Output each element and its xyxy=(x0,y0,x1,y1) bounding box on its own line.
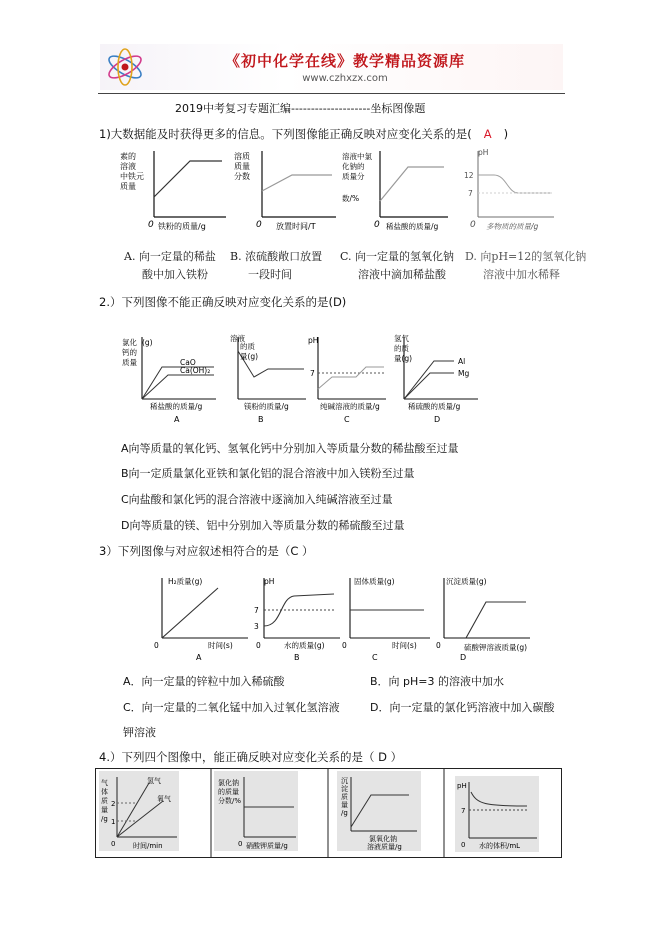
q3-option-b: B．向 pH=3 的溶液中加水 xyxy=(370,675,505,688)
origin: 0 xyxy=(256,220,262,230)
curve xyxy=(478,175,552,193)
origin: 0 xyxy=(111,840,116,848)
curve-al xyxy=(404,361,454,399)
curve xyxy=(466,602,526,638)
x-label: 多物质的质量/g xyxy=(486,222,539,231)
y-label-1: 氯化钠 xyxy=(218,779,239,787)
curve-label-caoh2: Ca(OH)₂ xyxy=(180,366,211,375)
curve-label-mg: Mg xyxy=(458,369,470,378)
y-label-3: 质量分 xyxy=(342,172,365,181)
origin: 0 xyxy=(256,641,261,650)
curve xyxy=(162,588,218,638)
curve-label-al: Al xyxy=(458,357,466,366)
x-label: 时间/min xyxy=(133,842,163,850)
curve-label-cao: CaO xyxy=(180,358,196,367)
q3-option-c: C．向一定量的二氧化锰中加入过氧化氢溶液 xyxy=(123,701,340,714)
y-label-3: 分数 xyxy=(234,172,250,181)
y-label-2: 淀 xyxy=(341,785,348,793)
graph-letter: D xyxy=(460,653,467,662)
q4-graph-c xyxy=(337,771,421,851)
origin: 0 xyxy=(148,220,154,230)
y-label-1: 素的 xyxy=(120,152,136,161)
curve-mg xyxy=(404,373,454,399)
y-label-2: 的质量 xyxy=(218,788,239,796)
x-label: 铁粉的质量/g xyxy=(158,222,206,231)
tick-7: 7 xyxy=(254,606,259,615)
q2-graph-a xyxy=(120,333,220,425)
y-label: 固体质量(g) xyxy=(354,577,395,586)
q2-graph-c xyxy=(308,333,388,425)
curve xyxy=(318,367,384,389)
y-label-2: 溶液 xyxy=(120,162,136,171)
origin: 0 xyxy=(470,220,476,230)
origin: 0 xyxy=(436,641,441,650)
q1-graph-d xyxy=(456,145,556,235)
q1-stem-text: 1)大数据能及时获得更多的信息。下列图像能正确反映对应变化关系的是( xyxy=(99,127,472,141)
q2-option-d: D向等质量的镁、铝中分别加入等质量分数的稀硫酸至过量 xyxy=(121,519,405,532)
graph-letter: D xyxy=(434,415,441,424)
y-label: 沉淀质量(g) xyxy=(446,577,487,586)
photo-background xyxy=(99,771,179,851)
banner-url: www.czhxzx.com xyxy=(302,73,388,84)
q3-graph-a xyxy=(152,572,252,662)
y-label-3: 质量 xyxy=(122,358,137,367)
y-label-1: 气 xyxy=(101,779,108,787)
y-label-1: 溶质 xyxy=(234,152,250,161)
y-label-2: 的质 xyxy=(394,344,409,353)
origin: 0 xyxy=(154,641,159,650)
origin: 0 xyxy=(238,840,243,848)
graph-letter: A xyxy=(196,653,202,662)
q1-option-a1: A. 向一定量的稀盐 xyxy=(124,250,216,263)
y-label: H₂质量(g) xyxy=(168,577,203,586)
curve-label-o2: 氧气 xyxy=(157,795,171,803)
origin: 0 xyxy=(342,641,347,650)
curve xyxy=(262,175,332,191)
q4-graph-a xyxy=(99,771,179,851)
x-label-2: 溶液质量/g xyxy=(367,843,402,851)
q1-option-b1: B. 浓硫酸敞口放置 xyxy=(230,250,323,263)
header-divider xyxy=(98,93,565,94)
tick-12: 12 xyxy=(464,171,474,180)
y-label-2: 的质 xyxy=(240,342,255,351)
q1-option-a2: 酸中加入铁粉 xyxy=(142,268,208,281)
y-label-2: 钙的 xyxy=(122,348,137,357)
x-label: 稀盐酸的质量/g xyxy=(150,402,203,411)
q1-graph-c xyxy=(340,145,450,235)
y-label-1: 溶液 xyxy=(230,334,245,343)
y-label-2: 体 xyxy=(101,788,108,796)
q1-stem xyxy=(99,126,508,142)
origin: 0 xyxy=(374,220,380,230)
q2-stem: 2.）下列图像不能正确反映对应变化关系的是(D) xyxy=(99,295,347,309)
graph-letter: C xyxy=(344,415,350,424)
x-label: 水的质量(g) xyxy=(284,641,325,650)
x-label: 硝酸钾质量/g xyxy=(246,842,288,850)
y-label-1: 氢气 xyxy=(394,334,409,343)
q4-graph-b xyxy=(214,771,298,851)
y-label: pH xyxy=(308,336,319,345)
q2-option-b: B向一定质量氯化亚铁和氯化铝的混合溶液中加入镁粉至过量 xyxy=(121,467,415,480)
graph-letter: C xyxy=(372,653,378,662)
banner-title: 《初中化学在线》教学精品资源库 xyxy=(224,52,465,70)
x-label: 镁粉的质量/g xyxy=(244,402,289,411)
y-label-3: 质 xyxy=(341,793,348,801)
atom-logo-icon xyxy=(104,47,146,87)
x-label: 放置时间/T xyxy=(276,222,316,231)
y-label-4: 量 xyxy=(341,801,348,809)
x-label-1: 氯氧化钠 xyxy=(369,835,397,843)
q1-graph-a xyxy=(118,145,230,235)
curve-caoh2 xyxy=(142,375,214,399)
y-label-4: (g) xyxy=(142,338,153,347)
photo-background xyxy=(455,776,539,852)
q4-graph-d xyxy=(455,776,539,852)
x-label: 纯碱溶液的质量/g xyxy=(320,402,380,411)
tick-7: 7 xyxy=(461,807,466,815)
x-label: 硫酸钾溶液质量(g) xyxy=(464,643,528,652)
y-label-5: /g xyxy=(341,809,348,817)
y-label: pH xyxy=(478,148,489,157)
graph-letter: B xyxy=(258,415,264,424)
y-label: pH xyxy=(457,782,467,790)
x-label: 稀盐酸的质量/g xyxy=(386,222,439,231)
curve xyxy=(264,594,334,626)
y-label-3: 质 xyxy=(101,797,108,805)
q4-stem: 4.）下列四个图像中，能正确反映对应变化关系的是（ D ） xyxy=(99,750,403,764)
tick-2: 2 xyxy=(111,800,116,808)
y-label-2: 化钠的 xyxy=(342,162,365,171)
y-label-4: 量 xyxy=(101,806,108,814)
q1-option-c2: 溶液中滴加稀盐酸 xyxy=(358,268,446,281)
q1-answer: A xyxy=(483,127,492,141)
q2-option-a: A向等质量的氧化钙、氢氧化钙中分别加入等质量分数的稀盐酸至过量 xyxy=(121,442,459,455)
y-label-1: 沉 xyxy=(341,777,348,785)
y-label-1: 氯化 xyxy=(122,338,137,347)
y-label-1: 溶液中氯 xyxy=(342,152,372,161)
tick-1: 1 xyxy=(111,818,116,826)
q1-stem-close: ) xyxy=(503,127,509,141)
doc-title: 2019中考复习专题汇编--------------------坐标图像题 xyxy=(175,102,426,115)
origin: 0 xyxy=(461,841,466,849)
curve xyxy=(154,161,222,197)
y-label-4: 数/% xyxy=(342,194,360,203)
q3-graph-b xyxy=(250,572,342,662)
q3-option-a: A．向一定量的锌粒中加入稀硫酸 xyxy=(123,675,285,688)
x-label: 水的体积/mL xyxy=(479,842,521,850)
q3-graph-c xyxy=(342,572,432,662)
y-label-4: 质量 xyxy=(120,182,136,191)
graph-letter: B xyxy=(294,653,300,662)
q3-graph-d xyxy=(430,572,534,662)
q2-graph-d xyxy=(390,333,480,425)
q1-option-b2: 一段时间 xyxy=(248,268,292,281)
q3-option-d1: D．向一定量的氯化钙溶液中加入碳酸 xyxy=(370,701,555,714)
q3-option-d2: 钾溶液 xyxy=(123,726,156,739)
q1-option-d2: 溶液中加水稀释 xyxy=(483,268,560,281)
y-label-3: 量(g) xyxy=(240,352,259,361)
y-label-3: 中铁元 xyxy=(120,172,144,181)
graph-letter: A xyxy=(174,415,180,424)
x-label: 时间(s) xyxy=(392,641,417,650)
x-label: 时间(s) xyxy=(208,641,233,650)
q1-option-c1: C. 向一定量的氢氧化钠 xyxy=(340,250,455,263)
tick-3: 3 xyxy=(254,622,259,631)
y-label-3: 分数/% xyxy=(218,797,242,805)
q1-graph-b xyxy=(232,145,338,235)
tick-7: 7 xyxy=(468,189,473,198)
y-label-3: 量(g) xyxy=(394,354,413,363)
y-label: pH xyxy=(264,577,275,586)
q2-option-c: C向盐酸和氯化钙的混合溶液中逐滴加入纯碱溶液至过量 xyxy=(121,493,393,506)
q3-stem: 3）下列图像与对应叙述相符合的是（C ） xyxy=(99,544,314,558)
x-label: 稀硫酸的质量/g xyxy=(408,402,461,411)
q2-graph-b xyxy=(228,333,308,425)
y-label-2: 质量 xyxy=(234,162,250,171)
y-label-5: /g xyxy=(101,815,108,823)
q1-option-d1: D. 向pH=12的氢氧化钠 xyxy=(465,250,587,263)
curve xyxy=(380,167,444,201)
tick-7: 7 xyxy=(310,369,315,378)
curve-label-h2: 氢气 xyxy=(147,777,161,785)
